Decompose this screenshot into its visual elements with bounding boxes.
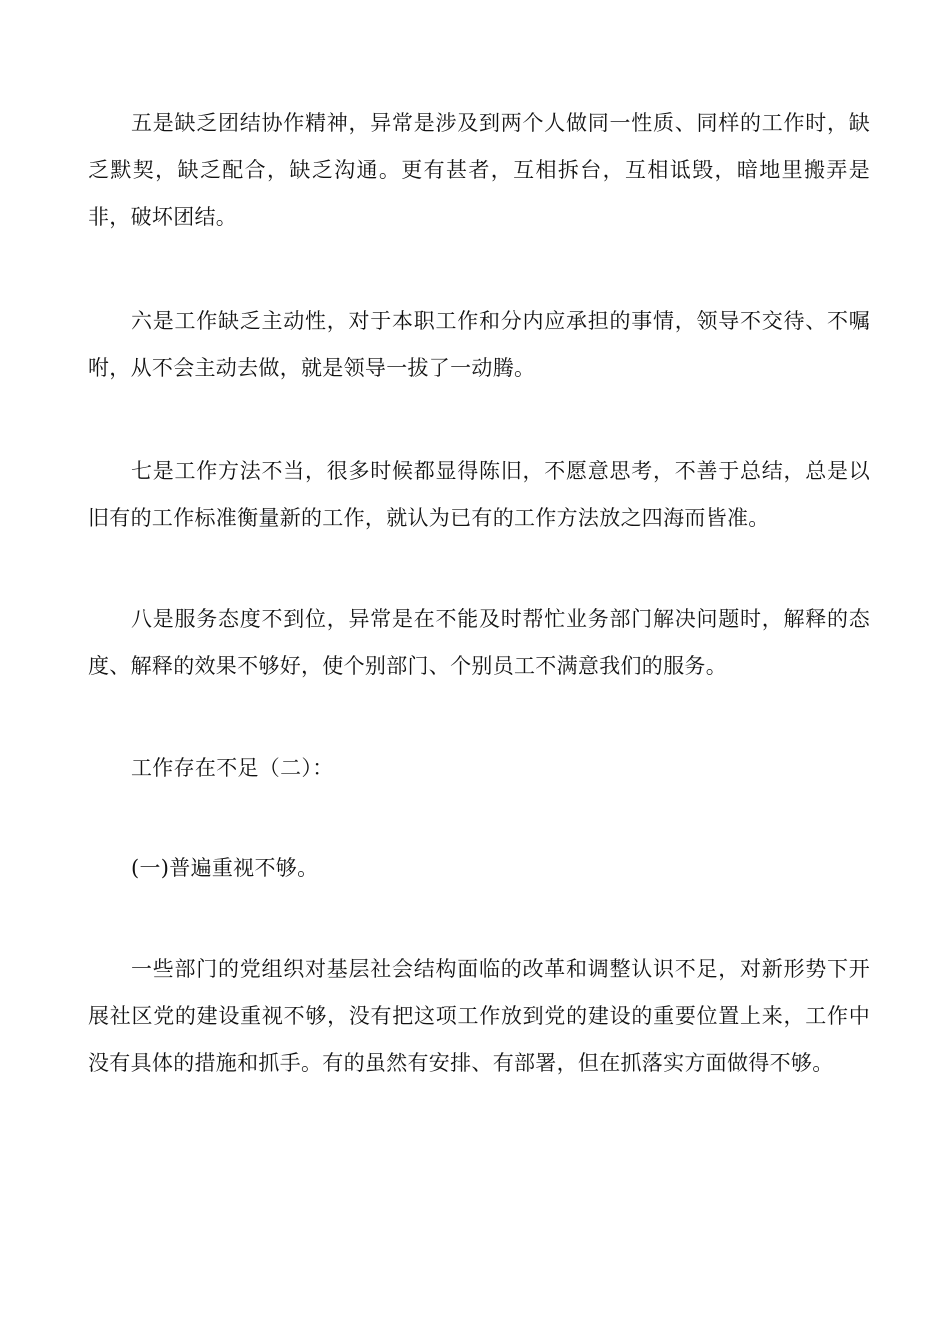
paragraph-7-method: 七是工作方法不当，很多时候都显得陈旧，不愿意思考，不善于总结，总是以旧有的工作标准衡量新的工作，就认为已有的工作方法放之四海而皆准。: [88, 459, 870, 530]
paragraph-8-service: 八是服务态度不到位，异常是在不能及时帮忙业务部门解决问题时，解释的态度、解释的效果不够好，使个别部门、个别员工不满意我们的服务。: [88, 607, 870, 678]
section-heading-shortcomings-2: 工作存在不足（二）：: [131, 756, 334, 780]
subheading-1-attention: (一)普遍重视不够。: [131, 856, 319, 880]
paragraph-5-unity: 五是缺乏团结协作精神，异常是涉及到两个人做同一性质、同样的工作时，缺乏默契，缺乏配合，缺乏沟通。更有甚者，互相拆台，互相诋毁，暗地里搬弄是非，破坏团结。: [88, 111, 870, 229]
paragraph-6-initiative: 六是工作缺乏主动性，对于本职工作和分内应承担的事情，领导不交待、不嘱咐，从不会主动去做，就是领导一拔了一动腾。: [88, 309, 870, 380]
paragraph-party-organization: 一些部门的党组织对基层社会结构面临的改革和调整认识不足，对新形势下开展社区党的建设重视不够，没有把这项工作放到党的建设的重要位置上来，工作中没有具体的措施和抓手。有的虽然有安排、有部署，但在抓落实方面做得不够。: [88, 957, 870, 1075]
